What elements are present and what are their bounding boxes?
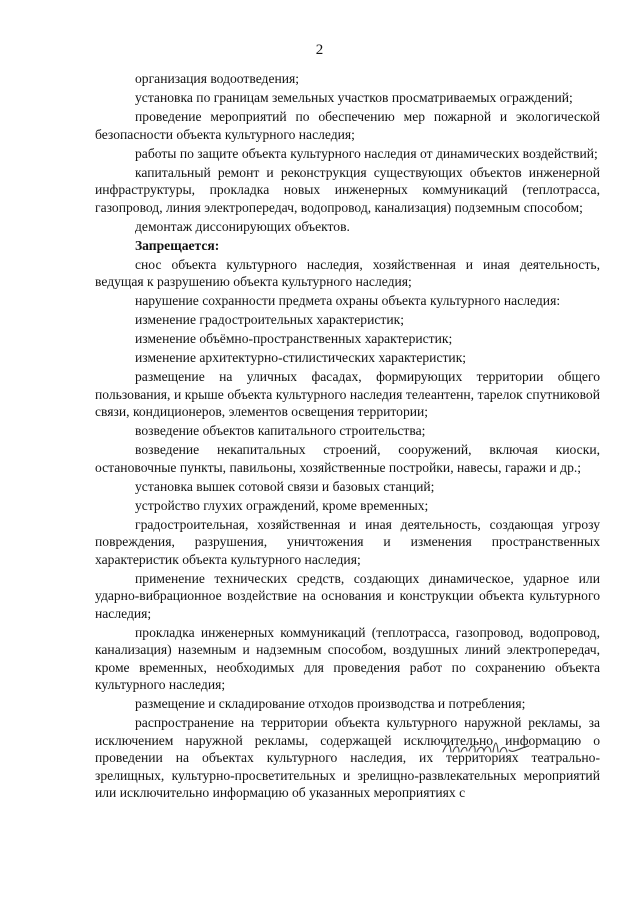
paragraph: изменение архитектурно-стилистических характеристик; xyxy=(135,350,467,365)
paragraph: установка по границам земельных участков просматриваемых ограждений; xyxy=(135,90,573,105)
paragraph: изменение градостроительных характеристик; xyxy=(135,312,404,327)
paragraph: демонтаж диссонирующих объектов. xyxy=(135,218,350,234)
paragraph: организация водоотведения; xyxy=(135,71,300,86)
document-body xyxy=(95,70,600,803)
paragraph: снос объекта культурного наследия, хозяйственная и иная деятельность, ведущая к разрушению объекта культурного наследия; xyxy=(95,256,600,289)
paragraph: нарушение сохранности предмета охраны объекта культурного наследия: xyxy=(135,293,561,308)
paragraph: возведение некапитальных строений, сооружений, включая киоски, остановочные пункты, павильоны, хозяйственные постройки, навесы, гаражи и др.; xyxy=(95,442,600,475)
handwritten-signature xyxy=(441,736,531,758)
paragraph: изменение объёмно-пространственных характеристик; xyxy=(135,331,453,346)
paragraph: возведение объектов капитального строительства; xyxy=(135,423,426,438)
paragraph: установка вышек сотовой связи и базовых станций; xyxy=(135,478,435,494)
paragraph: градостроительная, хозяйственная и иная деятельность, создающая угрозу повреждения, разрушения, уничтожения и изменения пространственных характеристик объекта культурного наследия; xyxy=(95,516,600,567)
page-number: 2 xyxy=(315,42,324,58)
paragraph: работы по защите объекта культурного наследия от динамических воздействий; xyxy=(135,145,598,161)
section-heading: Запрещается: xyxy=(135,237,220,253)
paragraph: капитальный ремонт и реконструкция существующих объектов инженерной инфраструктуры, прокладка новых инженерных коммуникаций (теплотрасса, газопровод, линия электропередач, водопровод, канализация) подземным способом; xyxy=(95,164,600,215)
paragraph: применение технических средств, создающих динамическое, ударное или ударно-вибрационное воздействие на основания и конструкции объекта культурного наследия; xyxy=(95,570,600,621)
paragraph: размещение и складирование отходов производства и потребления; xyxy=(135,696,526,711)
paragraph: размещение на уличных фасадах, формирующих территории общего пользования, и крыше объекта культурного наследия телеантенн, тарелок спутниковой связи, кондиционеров, элементов освещения территории; xyxy=(95,369,600,419)
paragraph: прокладка инженерных коммуникаций (теплотрасса, газопровод, водопровод, канализация) наземным и надземным способом, воздушных линий электропередач, кроме временных, необходимых для проведения работ по сохранению объекта культурного наследия; xyxy=(95,624,600,692)
paragraph: распространение на территории объекта культурного наружной рекламы, за исключением наружной рекламы, содержащей исключительно информацию о проведении на объектах культурного наследия, их территориях театрально-зрелищных, культурно-просветительных и зрелищно-развлекательных мероприятий или исключительно информацию об указанных мероприятиях с xyxy=(95,715,600,800)
paragraph: устройство глухих ограждений, кроме временных; xyxy=(135,497,429,513)
paragraph: проведение мероприятий по обеспечению мер пожарной и экологической безопасности объекта культурного наследия; xyxy=(95,109,600,142)
